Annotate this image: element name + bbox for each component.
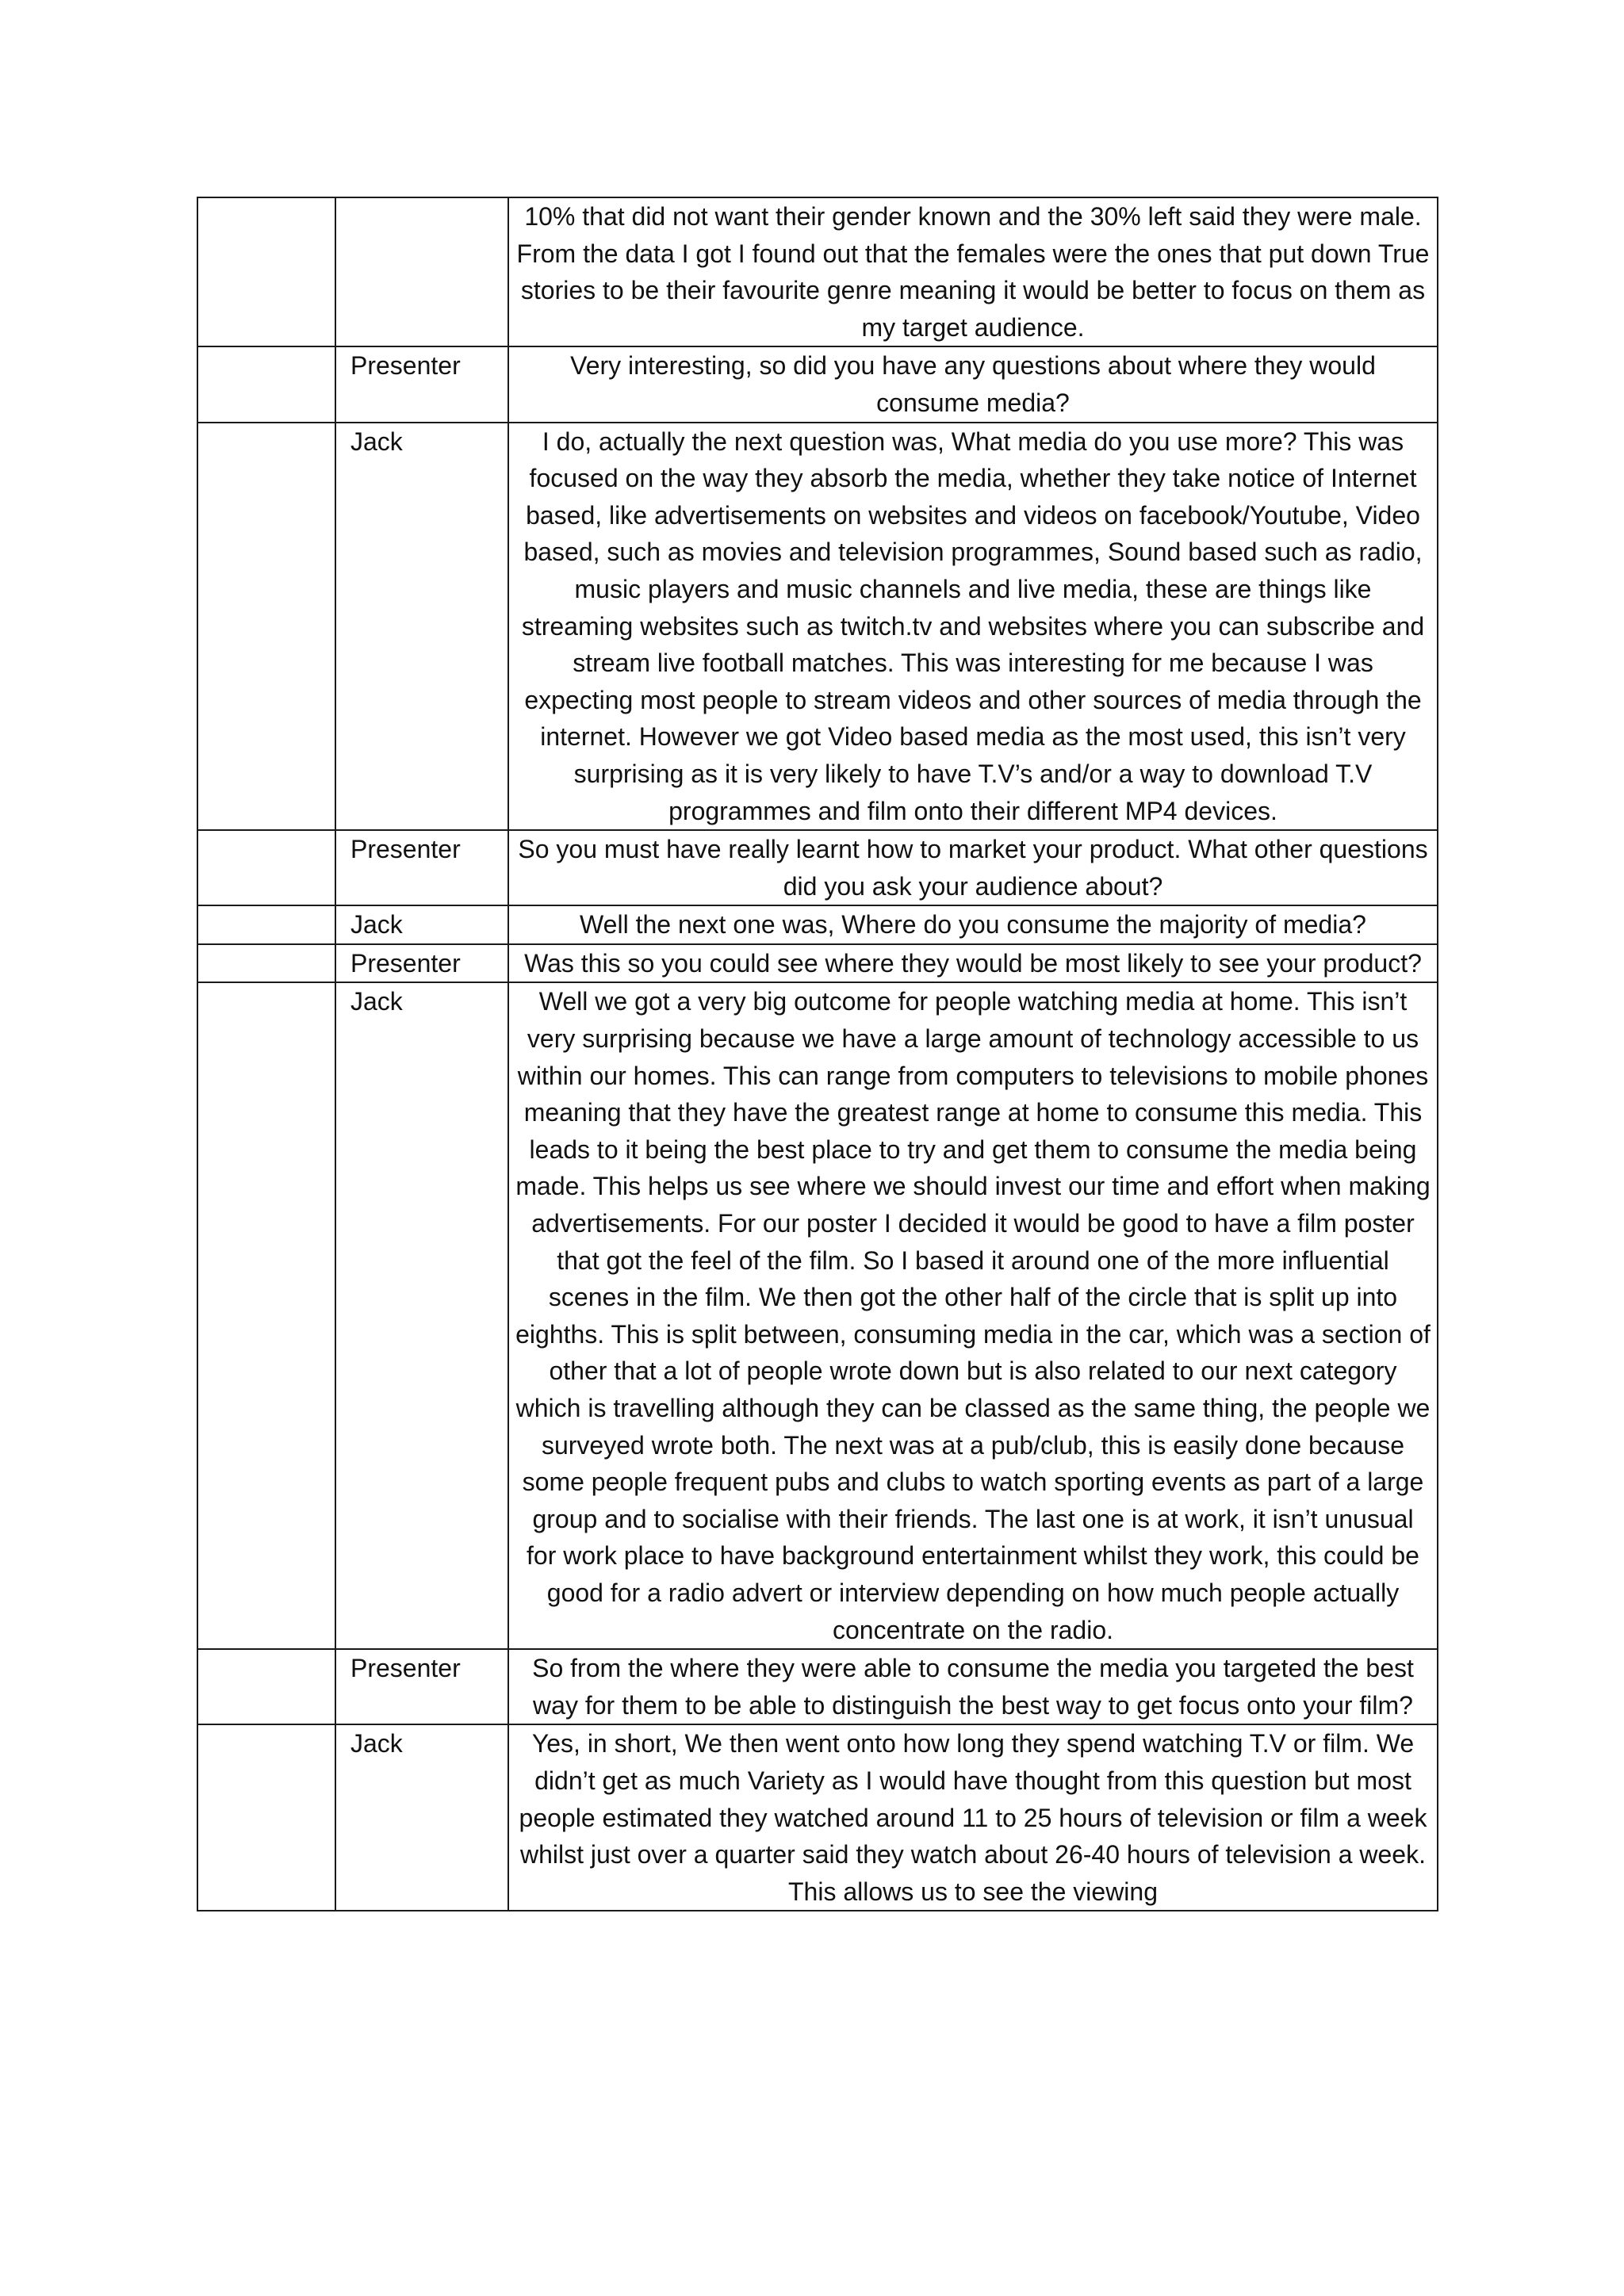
dialogue-cell: Well we got a very big outcome for people watching media at home. This isn’t very surprising because we have a large amount of technology accessible to us within our homes. This can range from computers to televisions to mobile phones meaning that they have the greatest range at home to consume this media. This leads to it being the best place to try and get them to consume the media being made. This helps us see where we should invest our time and effort when making advertisements. For our poster I decided it would be good to have a film poster that got the feel of the film. So I based it around one of the more influential scenes in the film. We then got the other half of the circle that is split up into eighths. This is split between, consuming media in the car, which was a section of other that a lot of people wrote down but is also related to our next category which is travelling although they can be classed as the same thing, the people we surveyed wrote both. The next was at a pub/club, this is easily done because some people frequent pubs and clubs to watch sporting events as part of a large group and to socialise with their friends. The last one is at work, it isn’t unusual for work place to have background entertainment whilst they work, this could be good for a radio advert or interview depending on how much people actually concentrate on the radio.	[508, 982, 1438, 1649]
table-row	[197, 197, 1438, 346]
empty-cell	[197, 830, 335, 905]
table-row	[197, 905, 1438, 944]
speaker-cell	[335, 197, 508, 346]
dialogue-cell: So you must have really learnt how to market your product. What other questions did you ask your audience about?	[508, 830, 1438, 905]
table-row	[197, 944, 1438, 983]
empty-cell	[197, 982, 335, 1649]
dialogue-cell: So from the where they were able to consume the media you targeted the best way for them to be able to distinguish the best way to get focus onto your film?	[508, 1649, 1438, 1724]
speaker-cell: Jack	[335, 423, 508, 831]
speaker-cell: Presenter	[335, 944, 508, 983]
empty-cell	[197, 423, 335, 831]
dialogue-cell: Yes, in short, We then went onto how long they spend watching T.V or film. We didn’t get as much Variety as I would have thought from this question but most people estimated they watched around 11 to 25 hours of television or film a week whilst just over a quarter said they watch about 26-40 hours of television a week. This allows us to see the viewing	[508, 1724, 1438, 1911]
table-row	[197, 982, 1438, 1649]
speaker-cell: Jack	[335, 1724, 508, 1911]
dialogue-cell: Was this so you could see where they would be most likely to see your product?	[508, 944, 1438, 983]
dialogue-cell: Well the next one was, Where do you consume the majority of media?	[508, 905, 1438, 944]
speaker-cell: Presenter	[335, 1649, 508, 1724]
dialogue-cell: I do, actually the next question was, What media do you use more? This was focused on the way they absorb the media, whether they take notice of Internet based, like advertisements on websites and videos on facebook/Youtube, Video based, such as movies and television programmes, Sound based such as radio, music players and music channels and live media, these are things like streaming websites such as twitch.tv and websites where you can subscribe and stream live football matches. This was interesting for me because I was expecting most people to stream videos and other sources of media through the internet. However we got Video based media as the most used, this isn’t very surprising as it is very likely to have T.V’s and/or a way to download T.V programmes and film onto their different MP4 devices.	[508, 423, 1438, 831]
empty-cell	[197, 1649, 335, 1724]
table-row	[197, 346, 1438, 422]
table-row	[197, 830, 1438, 905]
transcript-table	[197, 197, 1438, 1911]
table-row	[197, 423, 1438, 831]
speaker-cell: Jack	[335, 905, 508, 944]
table-row	[197, 1724, 1438, 1911]
speaker-cell: Presenter	[335, 830, 508, 905]
empty-cell	[197, 1724, 335, 1911]
empty-cell	[197, 905, 335, 944]
speaker-cell: Presenter	[335, 346, 508, 422]
dialogue-cell: Very interesting, so did you have any questions about where they would consume media?	[508, 346, 1438, 422]
table-row	[197, 1649, 1438, 1724]
empty-cell	[197, 197, 335, 346]
dialogue-cell: 10% that did not want their gender known and the 30% left said they were male. From the data I got I found out that the females were the ones that put down True stories to be their favourite genre meaning it would be better to focus on them as my target audience.	[508, 197, 1438, 346]
empty-cell	[197, 346, 335, 422]
speaker-cell: Jack	[335, 982, 508, 1649]
empty-cell	[197, 944, 335, 983]
